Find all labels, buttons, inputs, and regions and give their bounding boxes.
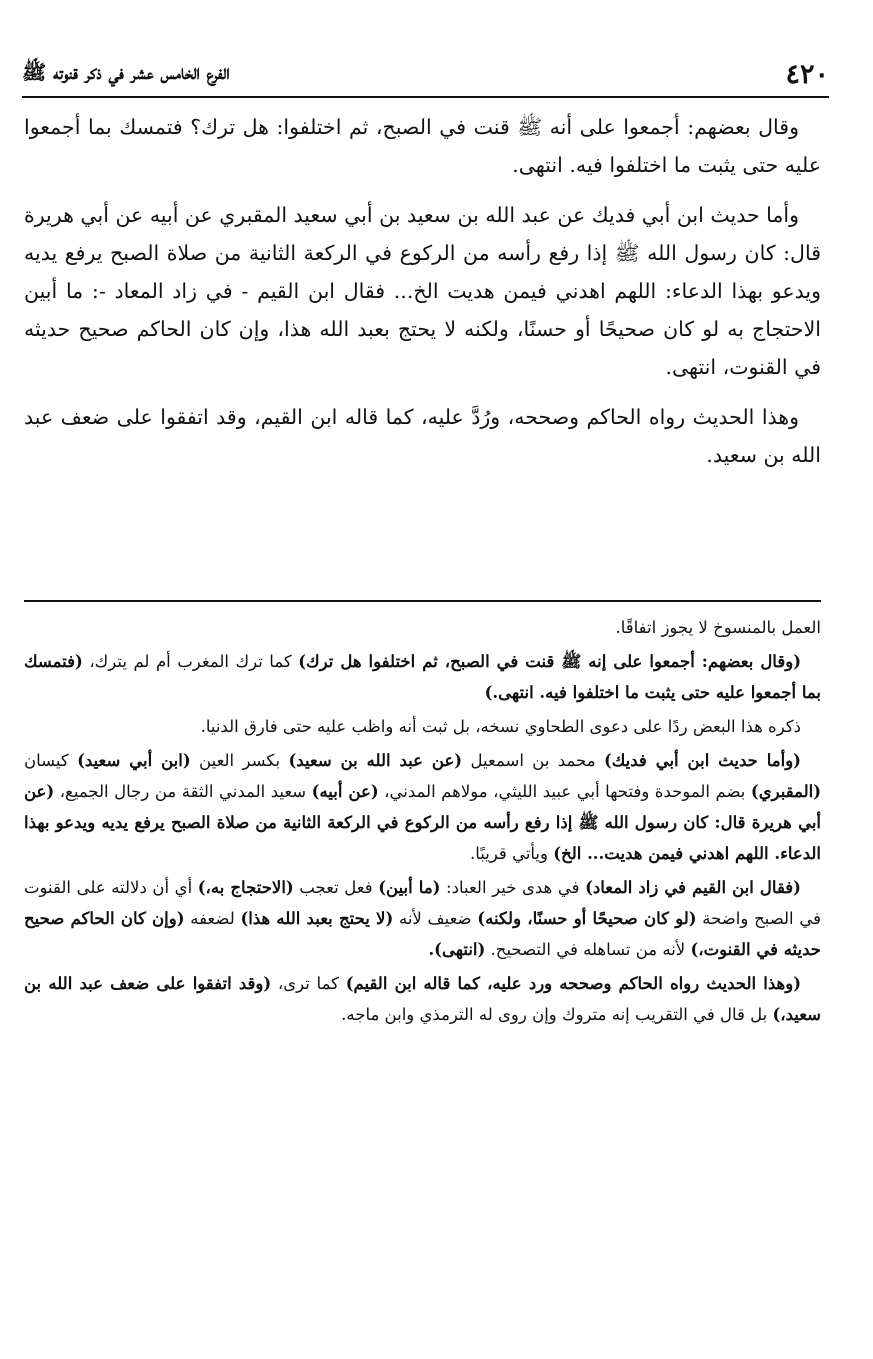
commentary-text: لضعفه [184,909,241,928]
quoted-text: (الاحتجاج به،) [197,878,294,897]
quoted-text: (وإن كان الحاكم صحيح حديثه في القنوت،) [24,909,821,959]
quoted-text: (فتمسك بما أجمعوا عليه حتى يثبت ما اختلفوا فيه. انتهى.) [24,652,821,702]
commentary-text: بل قال في التقريب إنه متروك وإن روى له الترمذي وابن ماجه. [341,1005,773,1024]
commentary-paragraph [24,711,821,742]
quoted-text: (ما أبين) [378,878,441,897]
commentary-text: لأنه من تساهله في التصحيح. [485,940,691,959]
footnote-divider [24,600,821,602]
commentary-text: ويأتي قريبًا. [469,844,554,863]
quoted-text: (لا يحتج بعبد الله هذا) [240,909,394,928]
quoted-text: (لو كان صحيحًا أو حسنًا، ولكنه) [477,909,697,928]
commentary-paragraph [24,968,821,1030]
commentary-paragraph [24,872,821,965]
quoted-text: (فقال ابن القيم في زاد المعاد) [585,878,801,897]
quoted-text: (وقال بعضهم: أجمعوا على إنه ﷺ قنت في الصبح، ثم اختلفوا هل ترك) [298,652,801,671]
commentary-text: ضعيف لأنه [393,909,478,928]
commentary-text: كما ترى، [271,974,346,993]
commentary-text: بكسر العين [190,751,289,770]
commentary-text: في هدى خير العباد: [440,878,586,897]
main-paragraph: وأما حديث ابن أبي فديك عن عبد الله بن سعيد بن أبي سعيد المقبري عن أبيه عن أبي هريرة قال: كان رسول الله ﷺ إذا رفع رأسه من الركوع في الركعة الثانية من صلاة الصبح يرفع يديه ويدعو بهذا الدعاء: اللهم اهدني فيمن هديت الخ... فقال ابن القيم - في زاد المعاد -: ما أبين الاحتجاج به لو كان صحيحًا أو حسنًا، ولكنه لا يحتج بعبد الله هذا، وإن كان الحاكم صحيح حديثه في القنوت، انتهى. [24,203,821,379]
commentary-text: سعيد المدني الثقة من رجال الجميع، [54,782,312,801]
commentary-paragraph [24,612,821,643]
page-header [22,52,829,98]
commentary-text: أي أن دلالته على القنوت في الصبح واضحة [24,878,821,928]
commentary-text: فعل تعجب [293,878,379,897]
commentary-text: كيسان [24,751,78,770]
main-paragraph: وقال بعضهم: أجمعوا على أنه ﷺ قنت في الصبح، ثم اختلفوا: هل ترك؟ فتمسك بما أجمعوا عليه حتى يثبت ما اختلفوا فيه. انتهى. [24,115,821,177]
commentary [24,612,821,1033]
quoted-text: (عن أبيه) [311,782,379,801]
quoted-text: (المقبري) [750,782,821,801]
quoted-text: (وأما حديث ابن أبي فديك) [603,751,801,770]
main-text [24,108,821,486]
commentary-text: العمل بالمنسوخ لا يجوز اتفاقًا. [615,618,821,637]
quoted-text: (ابن أبي سعيد) [77,751,191,770]
main-paragraph: وهذا الحديث رواه الحاكم وصححه، ورُدَّ عليه، كما قاله ابن القيم، وقد اتفقوا على ضعف عبد الله بن سعيد. [24,405,821,467]
quoted-text: (عن عبد الله بن سعيد) [288,751,463,770]
commentary-text: محمد بن اسمعيل [462,751,604,770]
commentary-paragraph [24,646,821,708]
commentary-text: ذكره هذا البعض ردًا على دعوى الطحاوي نسخه، بل ثبت أنه واظب عليه حتى فارق الدنيا. [200,717,801,736]
page-number: ٤٢٠ [785,58,829,90]
commentary-text: بضم الموحدة وفتحها أبي عبيد الليثي، مولاهم المدني، [378,782,751,801]
commentary-text: كما ترك المغرب أم لم يترك، [82,652,299,671]
commentary-paragraph [24,745,821,869]
quoted-text: (وقد اتفقوا على ضعف عبد الله بن سعيد،) [24,974,821,1024]
quoted-text: (انتهى). [428,940,486,959]
quoted-text: (عن أبي هريرة قال: كان رسول الله ﷺ إذا رفع رأسه من الركوع في الركعة الثانية من صلاة الصبح يرفع يديه ويدعو بهذا الدعاء. اللهم اهدني فيمن هديت... الخ) [24,782,821,863]
quoted-text: (وهذا الحديث رواه الحاكم وصححه ورد عليه، كما قاله ابن القيم) [345,974,802,993]
running-title: الفرع الخامس عشر في ذكر قنوته ﷺ [22,59,230,84]
